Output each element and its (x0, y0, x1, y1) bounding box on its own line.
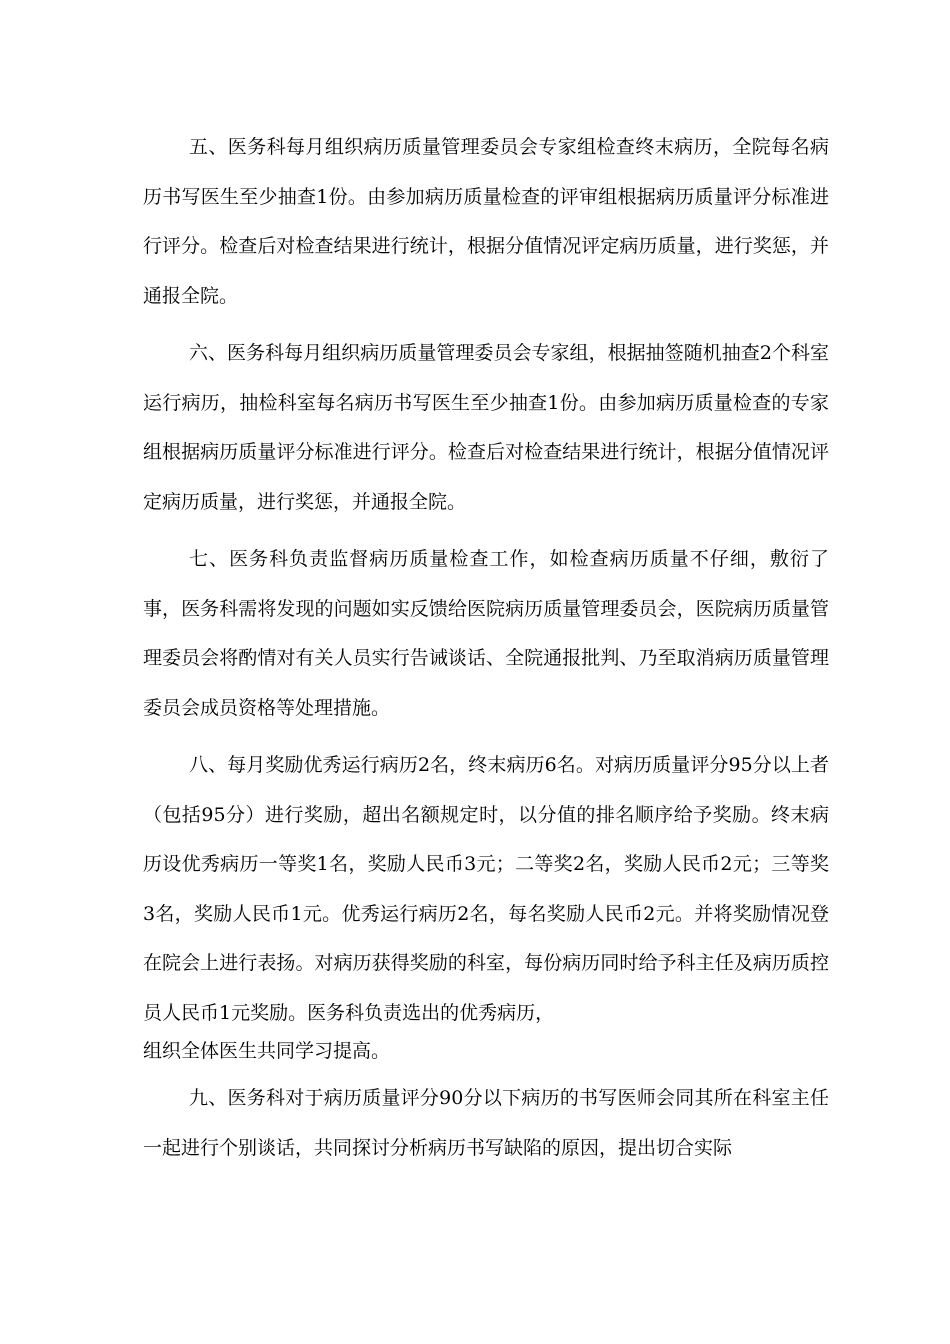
paragraph-7: 七、医务科负责监督病历质量检查工作，如检查病历质量不仔细，敷衍了事，医务科需将发现的问题如实反馈给医院病历质量管理委员会，医院病历质量管理委员会将酌情对有关人员实行告诫谈话、全院通报批判、乃至取消病历质量管理委员会成员资格等处理措施。 (143, 548, 829, 719)
paragraph-6: 六、医务科每月组织病历质量管理委员会专家组，根据抽签随机抽查2个科室运行病历，抽检科室每名病历书写医生至少抽查1份。由参加病历质量检查的专家组根据病历质量评分标准进行评分。检查后对检查结果进行统计，根据分值情况评定病历质量，进行奖惩，并通报全院。 (143, 342, 829, 513)
paragraph-5: 五、医务科每月组织病历质量管理委员会专家组检查终末病历，全院每名病历书写医生至少抽查1份。由参加病历质量检查的评审组根据病历质量评分标准进行评分。检查后对检查结果进行统计，根据分值情况评定病历质量，进行奖惩，并通报全院。 (143, 136, 829, 307)
document-page (143, 123, 829, 1181)
paragraph-9: 九、医务科对于病历质量评分90分以下病历的书写医师会同其所在科室主任一起进行个别谈话，共同探讨分析病历书写缺陷的原因，提出切合实际 (143, 1087, 829, 1159)
paragraph-8-continuation: 组织全体医生共同学习提高。 (143, 1040, 391, 1062)
paragraph-8: 八、每月奖励优秀运行病历2名，终末病历6名。对病历质量评分95分以上者（包括95分）进行奖励，超出名额规定时，以分值的排名顺序给予奖励。终末病历设优秀病历一等奖1名，奖励人民币3元；二等奖2名，奖励人民币2元；三等奖3名，奖励人民币1元。优秀运行病历2名，每名奖励人民币2元。并将奖励情况登在院会上进行表扬。对病历获得奖励的科室，每份病历同时给予科主任及病历质控员人民币1元奖励。医务科负责选出的优秀病历， (143, 754, 829, 1024)
